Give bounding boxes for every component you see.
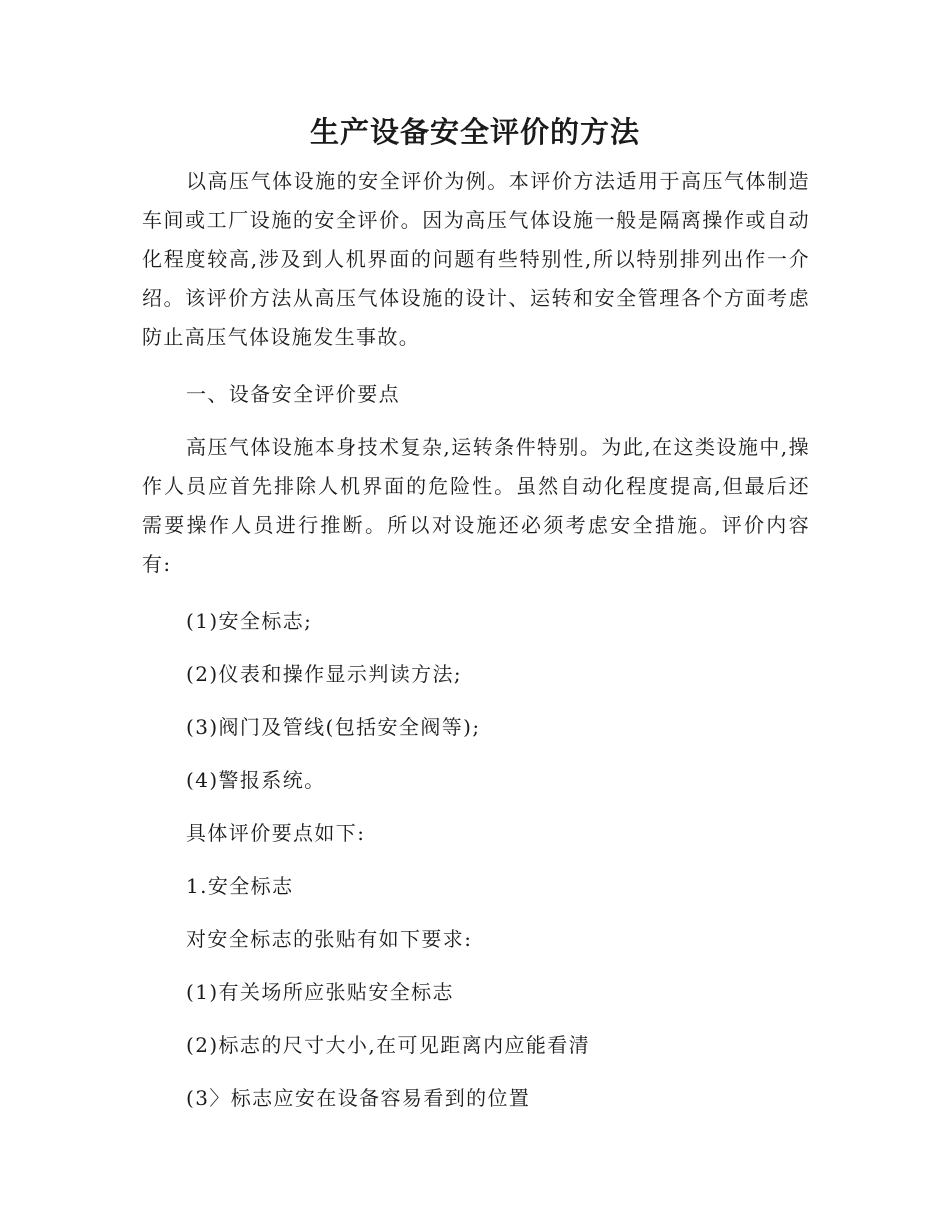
- subsection-heading: 1.安全标志: [186, 874, 294, 898]
- sign-requirement: (2)标志的尺寸大小,在可见距离内应能看清: [186, 1033, 591, 1057]
- evaluation-item: (1)安全标志;: [186, 609, 313, 633]
- intro-paragraph: 以高压气体设施的安全评价为例。本评价方法适用于高压气体制造车间或工厂设施的安全评价。因为高压气体设施一般是隔离操作或自动化程度较高,涉及到人机界面的问题有些特别性,所以特别排列出作一介绍。该评价方法从高压气体设施的设计、运转和安全管理各个方面考虑防止高压气体设施发生事故。: [142, 169, 810, 349]
- details-intro: 具体评价要点如下:: [186, 821, 366, 845]
- evaluation-item: (4)警报系统。: [186, 768, 326, 792]
- section-paragraph: 高压气体设施本身技术复杂,运转条件特别。为此,在这类设施中,操作人员应首先排除人机界面的危险性。虽然自动化程度提高,但最后还需要操作人员进行推断。所以对设施还必须考虑安全措施。评价内容有:: [142, 435, 810, 576]
- sign-intro: 对安全标志的张贴有如下要求:: [186, 927, 473, 951]
- sign-requirement: (3〉标志应安在设备容易看到的位置: [186, 1086, 531, 1110]
- evaluation-item: (3)阀门及管线(包括安全阀等);: [186, 715, 481, 739]
- section-heading: 一、设备安全评价要点: [186, 382, 400, 406]
- sign-requirement: (1)有关场所应张贴安全标志: [186, 980, 454, 1004]
- evaluation-item: (2)仪表和操作显示判读方法;: [186, 662, 463, 686]
- document-body: [142, 162, 810, 1132]
- document-title: 生产设备安全评价的方法: [309, 115, 640, 149]
